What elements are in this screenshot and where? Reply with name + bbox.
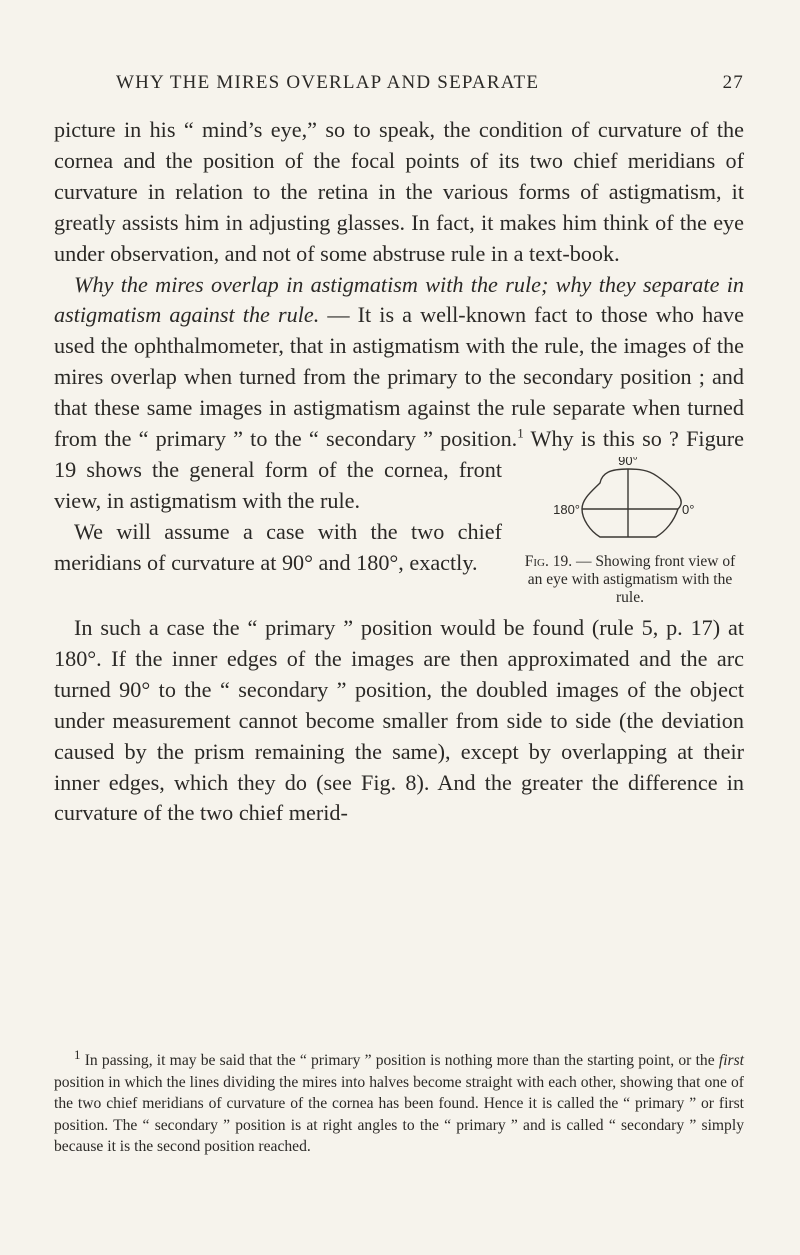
cornea-outline bbox=[582, 469, 681, 537]
footnote-text-b: position in which the lines dividing the mires into halves become straight with each other, showing that one of the two chief meridians of curvature of the cornea has been found. Hence it is called the “ primary ” or first position. The “ secondary ” position is at right angles to the “ primary ” and is called “ secondary ” simply because it is the second position reached. bbox=[54, 1073, 744, 1155]
figure-caption bbox=[516, 553, 744, 607]
paragraph-2-text-a: — It is a well-known fact to those who have used the ophthalmometer, that in astigmatism with the rule, the images of the mires overlap when turned from the primary to the secondary position ; and that these same images in astigmatism against the rule separate when turned from the “ primary ” to the “ secondary ” position. bbox=[54, 302, 744, 452]
footnotes bbox=[54, 1046, 744, 1158]
paragraph-2-text-b: Why is this so ? Figure 19 shows the general form of the cornea, front view, in astigmatism with the rule. bbox=[54, 426, 745, 513]
section-heading: Why the mires overlap in astigmatism with the rule; why they separate in astigmatism against the rule. bbox=[54, 271, 744, 328]
page-number: 27 bbox=[722, 72, 744, 93]
label-0: 0° bbox=[682, 501, 695, 517]
label-180: 180° bbox=[553, 501, 580, 517]
paragraph-1: picture in his “ mind’s eye,” so to speak, the condition of curvature of the cornea and the position of the focal points of its two chief meridians of curvature in relation to the retina in the various forms of astigmatism, it greatly assists him in adjusting glasses. In fact, it makes him think of the eye under observation, and not of some abstruse rule in a text-book. bbox=[54, 117, 744, 266]
caption-label: Fig. 19. bbox=[524, 552, 573, 570]
footnote-ref: 1 bbox=[517, 425, 524, 441]
running-title: WHY THE MIRES OVERLAP AND SEPARATE bbox=[116, 72, 540, 93]
running-header bbox=[54, 72, 744, 102]
figure-19 bbox=[516, 457, 744, 607]
footnote-text-a: In passing, it may be said that the “ primary ” position is nothing more than the starting point, or the bbox=[80, 1052, 719, 1069]
caption-text: — Showing front view of an eye with astigmatism with the rule. bbox=[527, 552, 736, 606]
cornea-diagram bbox=[542, 457, 718, 551]
footnote-mark: 1 bbox=[74, 1046, 81, 1062]
body-text bbox=[54, 115, 744, 829]
paragraph-4: In such a case the “ primary ” position would be found (rule 5, p. 17) at 180°. If the inner edges of the images are then approximated and the arc turned 90° to the “ secondary ” position, the doubled images of the object under measurement cannot become smaller from side to side (the deviation caused by the prism remaining the same), except by overlapping at their inner edges, which they do (see Fig. 8). And the greater the difference in curvature of the two chief merid- bbox=[54, 614, 744, 826]
footnote-1 bbox=[54, 1046, 744, 1158]
label-90: 90° bbox=[618, 456, 638, 468]
footnote-emphasis: first bbox=[718, 1052, 744, 1069]
paragraph-3: We will assume a case with the two chief meridians of curvature at 90° and 180°, exactly. bbox=[54, 518, 502, 575]
